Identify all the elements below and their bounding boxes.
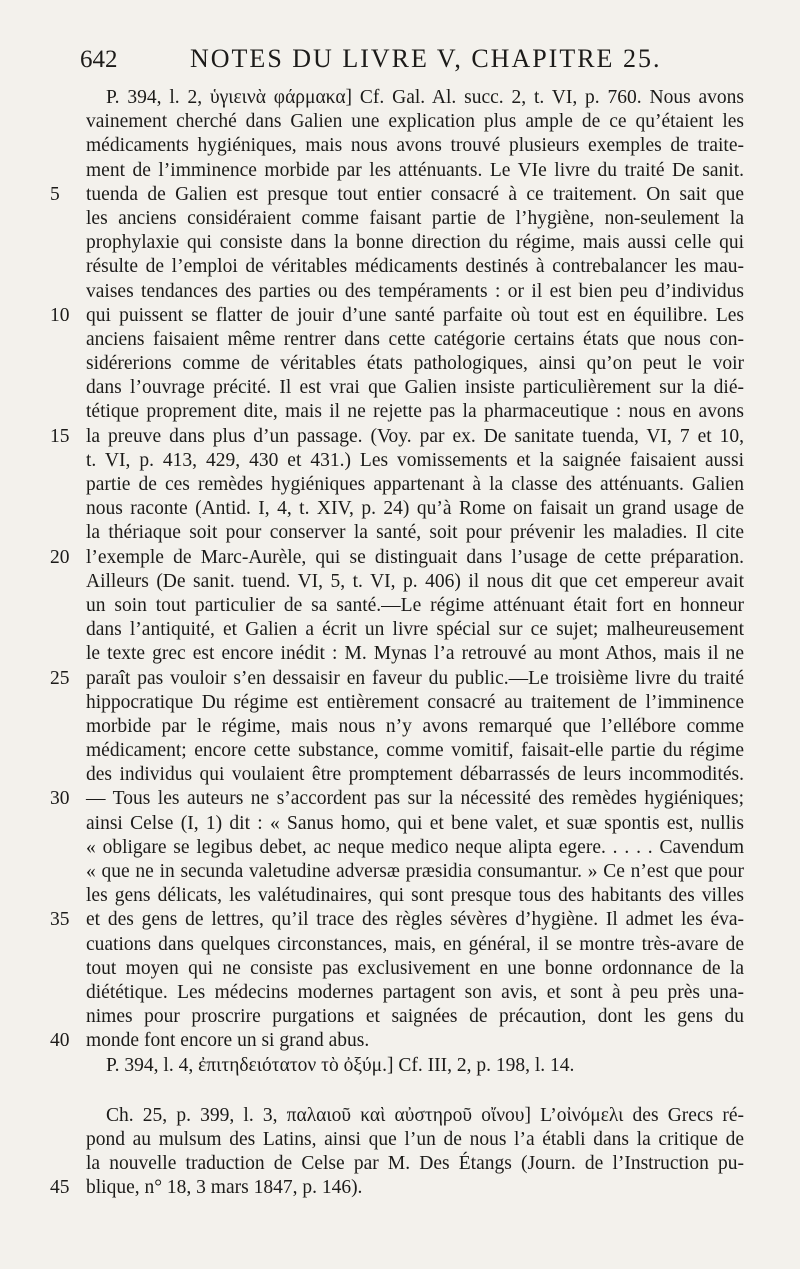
line-text: dans l’ouvrage précité. Il est vrai que Galien insiste particulièrement sur la dié- — [86, 377, 744, 399]
text-line — [0, 497, 744, 521]
text-line — [0, 642, 744, 666]
line-text: — Tous les auteurs ne s’accordent pas sur la nécessité des remèdes hygiéniques; — [86, 788, 744, 810]
text-line — [0, 521, 744, 545]
line-text: vainement cherché dans Galien une explication plus ample de ce qu’étaient les — [86, 111, 744, 133]
text-line — [0, 449, 744, 473]
line-text: tout moyen qui ne consiste pas exclusivement en une bonne ordonnance de la — [86, 957, 744, 979]
text-line — [0, 957, 744, 981]
line-text: les gens délicats, les valétudinaires, qui sont presque tous des habitants des villes — [86, 885, 744, 907]
running-title: NOTES DU LIVRE V, CHAPITRE 25. — [190, 44, 662, 73]
line-text: morbide par le régime, mais nous n’y avons remarqué que l’ellébore comme — [86, 715, 744, 737]
line-number: 40 — [50, 1030, 70, 1052]
text-line — [0, 933, 744, 957]
text-line — [0, 1128, 744, 1152]
text-line — [0, 739, 744, 763]
text-line — [0, 618, 744, 642]
line-text: la nouvelle traduction de Celse par M. Des Étangs (Journ. de l’Instruction pu- — [86, 1153, 744, 1175]
line-text: ainsi Celse (I, 1) dit : « Sanus homo, qui et bene valet, et suæ spontis est, nullis — [86, 812, 744, 834]
text-line — [0, 352, 744, 376]
line-text: monde font encore un si grand abus. — [86, 1030, 370, 1052]
text-line — [0, 255, 744, 279]
text-line — [0, 134, 744, 158]
text-line — [0, 715, 744, 739]
line-text: hippocratique Du régime est entièrement consacré au traitement de l’imminence — [86, 691, 744, 713]
line-text: P. 394, l. 4, ἐπιτηδειότατον τὸ ὀξύμ.] Cf. III, 2, p. 198, l. 14. — [106, 1054, 575, 1076]
line-number: 15 — [50, 425, 70, 447]
line-text: Ch. 25, p. 399, l. 3, παλαιοῦ καὶ αὐστηροῦ οἴνου] L’οἰνόμελι des Grecs ré- — [106, 1104, 744, 1126]
text-line — [0, 884, 744, 908]
line-text: nimes pour proscrire purgations et saignées de précaution, dont les gens du — [86, 1006, 744, 1028]
line-number: 25 — [50, 667, 70, 689]
line-text: cuations dans quelques circonstances, mais, en général, il se montre très-avare de — [86, 933, 744, 955]
text-line — [0, 328, 744, 352]
line-text: blique, n° 18, 3 mars 1847, p. 146). — [86, 1177, 363, 1199]
text-line — [0, 546, 744, 570]
line-text: les anciens considéraient comme faisant partie de l’hygiène, non-seulement la — [86, 207, 744, 229]
line-text: médicaments hygiéniques, mais nous avons trouvé plusieurs exemples de traite- — [86, 135, 744, 157]
line-number: 35 — [50, 909, 70, 931]
text-line — [0, 110, 744, 134]
line-number: 30 — [50, 788, 70, 810]
line-text: t. VI, p. 413, 429, 430 et 431.) Les vomissements et la saignée faisaient aussi — [86, 449, 744, 471]
line-text: « obligare se legibus debet, ac neque medico neque alipta egere. . . . . Cavendum — [86, 836, 744, 858]
text-line — [0, 1104, 744, 1128]
text-line — [0, 981, 744, 1005]
line-text: médicament; encore cette substance, comme vomitif, faisait-elle partie du régime — [86, 740, 744, 762]
text-line — [0, 425, 744, 449]
text-line — [0, 570, 744, 594]
text-line — [0, 207, 744, 231]
line-text: paraît pas vouloir s’en dessaisir en faveur du public.—Le troisième livre du traité — [86, 667, 744, 689]
line-text: vaises tendances des parties ou des tempéraments : or il est bien peu d’individus — [86, 280, 744, 302]
line-text: qui puissent se flatter de jouir d’une santé parfaite où tout est en équilibre. Les — [86, 304, 744, 326]
text-line — [0, 908, 744, 932]
line-text: le texte grec est encore inédit : M. Mynas l’a retrouvé au mont Athos, mais il ne — [86, 643, 744, 665]
text-line — [0, 691, 744, 715]
text-line — [0, 1005, 744, 1029]
line-number: 10 — [50, 304, 70, 326]
line-text: dans l’antiquité, et Galien a écrit un livre spécial sur ce sujet; malheureusement — [86, 619, 744, 641]
line-text: sidérerions comme de véritables états pathologiques, ainsi qu’on peut le voir — [86, 353, 744, 375]
text-line — [0, 183, 744, 207]
text-line — [0, 304, 744, 328]
line-text: P. 394, l. 2, ὑγιεινὰ φάρμακα] Cf. Gal. Al. succ. 2, t. VI, p. 760. Nous avons — [106, 87, 744, 108]
text-line — [0, 400, 744, 424]
text-line — [0, 159, 744, 183]
text-line — [0, 763, 744, 787]
text-line — [0, 1176, 744, 1200]
line-text: la preuve dans plus d’un passage. (Voy. par ex. De sanitate tuenda, VI, 7 et 10, — [86, 425, 744, 447]
text-line — [0, 812, 744, 836]
text-line — [0, 86, 744, 110]
line-text: anciens faisaient même rentrer dans cette catégorie certains états que nous con- — [86, 328, 744, 350]
notes-text — [0, 86, 800, 1200]
line-text: prophylaxie qui consiste dans la bonne direction du régime, mais aussi celle qui — [86, 232, 744, 254]
paragraph-gap — [0, 1078, 800, 1104]
line-text: « que ne in secunda valetudine adversæ præsidia consumantur. » Ce n’est que pour — [86, 861, 744, 882]
text-line — [0, 787, 744, 811]
text-line — [0, 473, 744, 497]
line-number: 20 — [50, 546, 70, 568]
text-line — [0, 1152, 744, 1176]
line-text: résulte de l’emploi de véritables médicaments destinés à contrebalancer les mau- — [86, 256, 744, 278]
line-text: partie de ces remèdes hygiéniques appartenant à la classe des atténuants. Galien — [86, 474, 744, 495]
text-line — [0, 231, 744, 255]
page-number: 642 — [80, 46, 118, 73]
line-number: 45 — [50, 1177, 70, 1199]
line-text: et des gens de lettres, qu’il trace des règles sévères d’hygiène. Il admet les éva- — [86, 909, 744, 931]
line-text: pond au mulsum des Latins, ainsi que l’un de nous l’a établi dans la critique de — [86, 1128, 744, 1150]
text-line — [0, 376, 744, 400]
line-text: tuenda de Galien est presque tout entier consacré à ce traitement. On sait que — [86, 183, 744, 205]
line-text: un soin tout particulier de sa santé.—Le régime atténuant était fort en honneur — [86, 594, 744, 616]
text-line — [0, 860, 744, 884]
line-text: diététique. Les médecins modernes partagent son avis, et sont à peu près una- — [86, 981, 744, 1003]
text-line — [0, 1029, 744, 1053]
line-text: Ailleurs (De sanit. tuend. VI, 5, t. VI, p. 406) il nous dit que cet empereur avait — [86, 570, 744, 592]
text-line — [0, 836, 744, 860]
line-number: 5 — [50, 183, 60, 205]
text-line — [0, 1054, 744, 1078]
line-text: l’exemple de Marc-Aurèle, qui se distinguait dans l’usage de cette préparation. — [86, 546, 744, 568]
page-header — [0, 46, 800, 86]
line-text: nous raconte (Antid. I, 4, t. XIV, p. 24) qu’à Rome on faisait un grand usage de — [86, 498, 744, 520]
text-line — [0, 280, 744, 304]
line-text: tétique proprement dite, mais il ne rejette pas la pharmaceutique : nous en avons — [86, 401, 744, 423]
text-line — [0, 594, 744, 618]
line-text: des individus qui voulaient être promptement débarrassés de leurs incommodités. — [86, 764, 744, 786]
line-text: ment de l’imminence morbide par les atténuants. Le VIe livre du traité De sanit. — [86, 159, 744, 181]
text-line — [0, 667, 744, 691]
line-text: la thériaque soit pour conserver la santé, soit pour prévenir les maladies. Il cite — [86, 522, 744, 544]
